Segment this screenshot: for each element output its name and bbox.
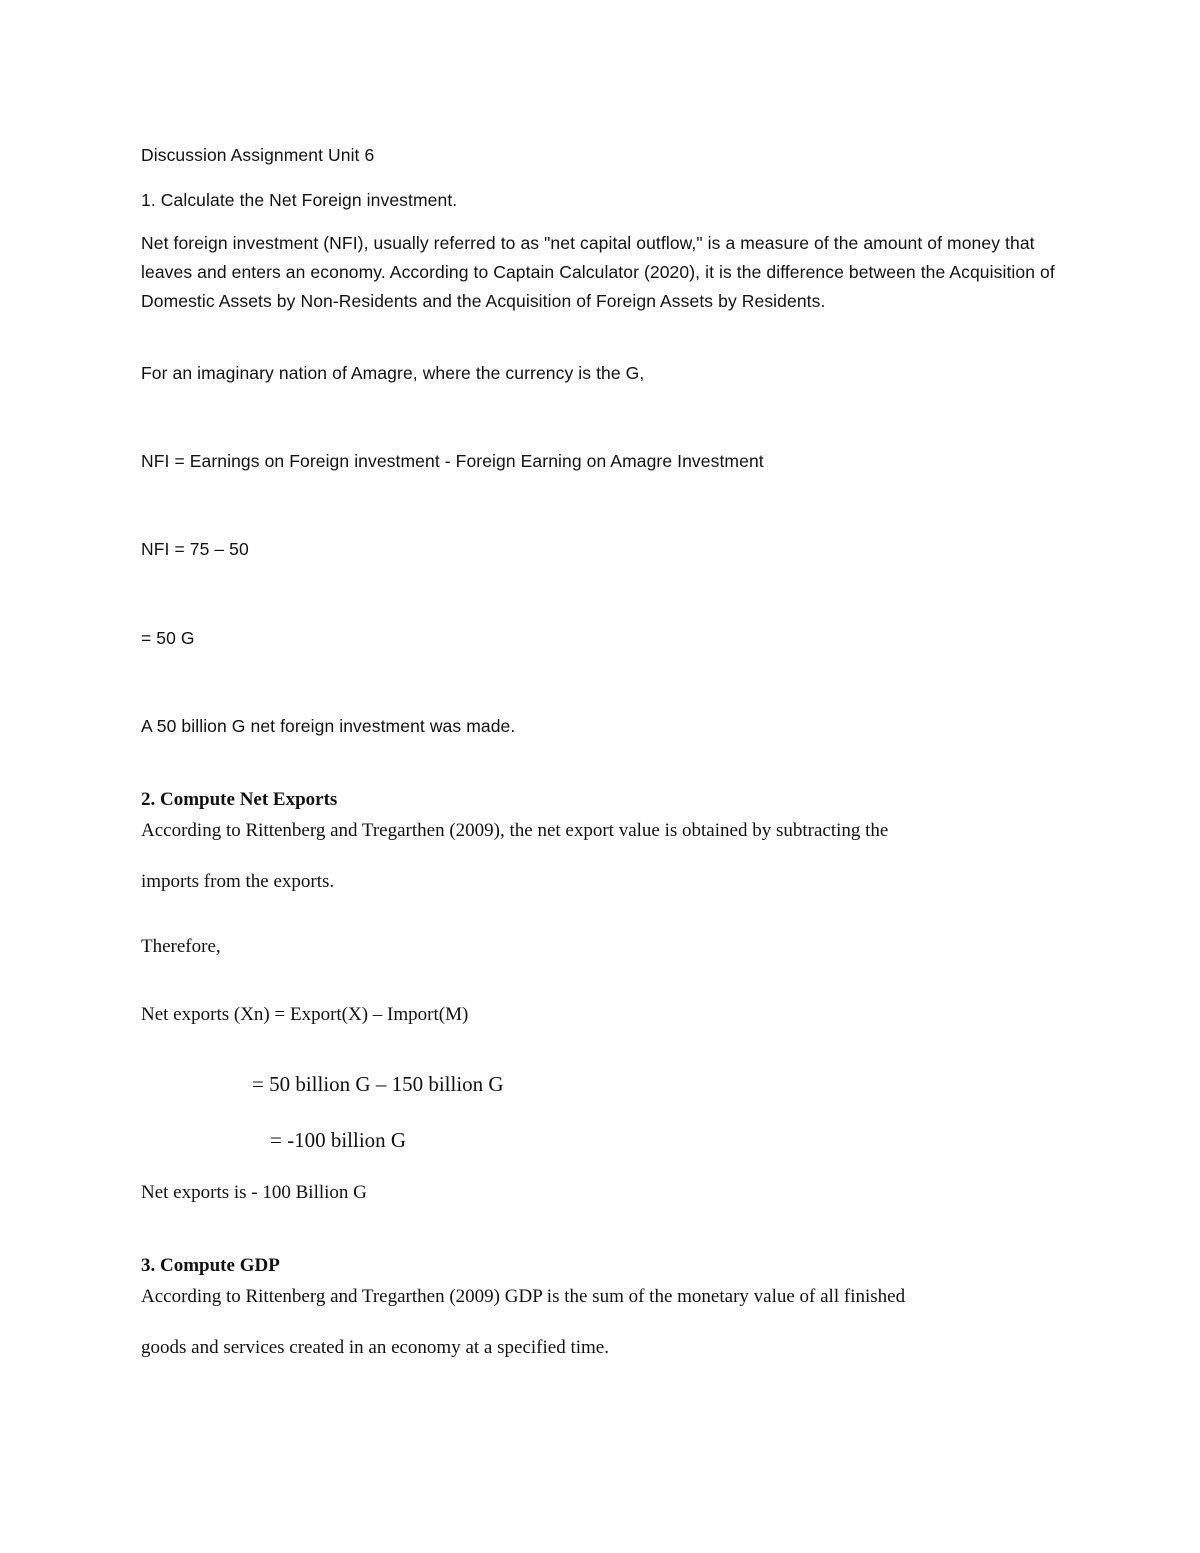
q2-formula: Net exports (Xn) = Export(X) – Import(M) — [141, 1004, 469, 1025]
q1-result: = 50 G — [141, 628, 195, 648]
q2-paragraph-line-1: According to Rittenberg and Tregarthen (2009), the net export value is obtained by subtracting the — [141, 820, 889, 841]
q2-calculation-step-2: = -100 billion G — [270, 1128, 407, 1152]
q3-heading: 3. Compute GDP — [141, 1255, 280, 1276]
q2-conclusion: Net exports is - 100 Billion G — [141, 1182, 367, 1203]
q3-paragraph-line-1: According to Rittenberg and Tregarthen (2009) GDP is the sum of the monetary value of all finished — [141, 1286, 906, 1307]
q1-context-line: For an imaginary nation of Amagre, where the currency is the G, — [141, 363, 645, 383]
q1-substitution: NFI = 75 – 50 — [141, 539, 249, 559]
q1-heading: 1. Calculate the Net Foreign investment. — [141, 190, 458, 210]
q2-therefore: Therefore, — [141, 936, 221, 957]
q2-calculation-step-1: = 50 billion G – 150 billion G — [252, 1072, 504, 1096]
q1-formula: NFI = Earnings on Foreign investment - Foreign Earning on Amagre Investment — [141, 451, 764, 471]
q3-paragraph-line-2: goods and services created in an economy at a specified time. — [141, 1337, 609, 1358]
q2-paragraph-line-2: imports from the exports. — [141, 871, 335, 892]
document-title: Discussion Assignment Unit 6 — [141, 145, 375, 165]
q1-definition-paragraph: Net foreign investment (NFI), usually referred to as "net capital outflow," is a measure of the amount of money that leaves and enters an economy. According to Captain Calculator (2020), it is the difference between the Acquisition of Domestic Assets by Non-Residents and the Acquisition of Foreign Assets by Residents. — [141, 233, 1055, 311]
q2-heading: 2. Compute Net Exports — [141, 789, 338, 810]
q1-conclusion: A 50 billion G net foreign investment was made. — [141, 716, 516, 736]
